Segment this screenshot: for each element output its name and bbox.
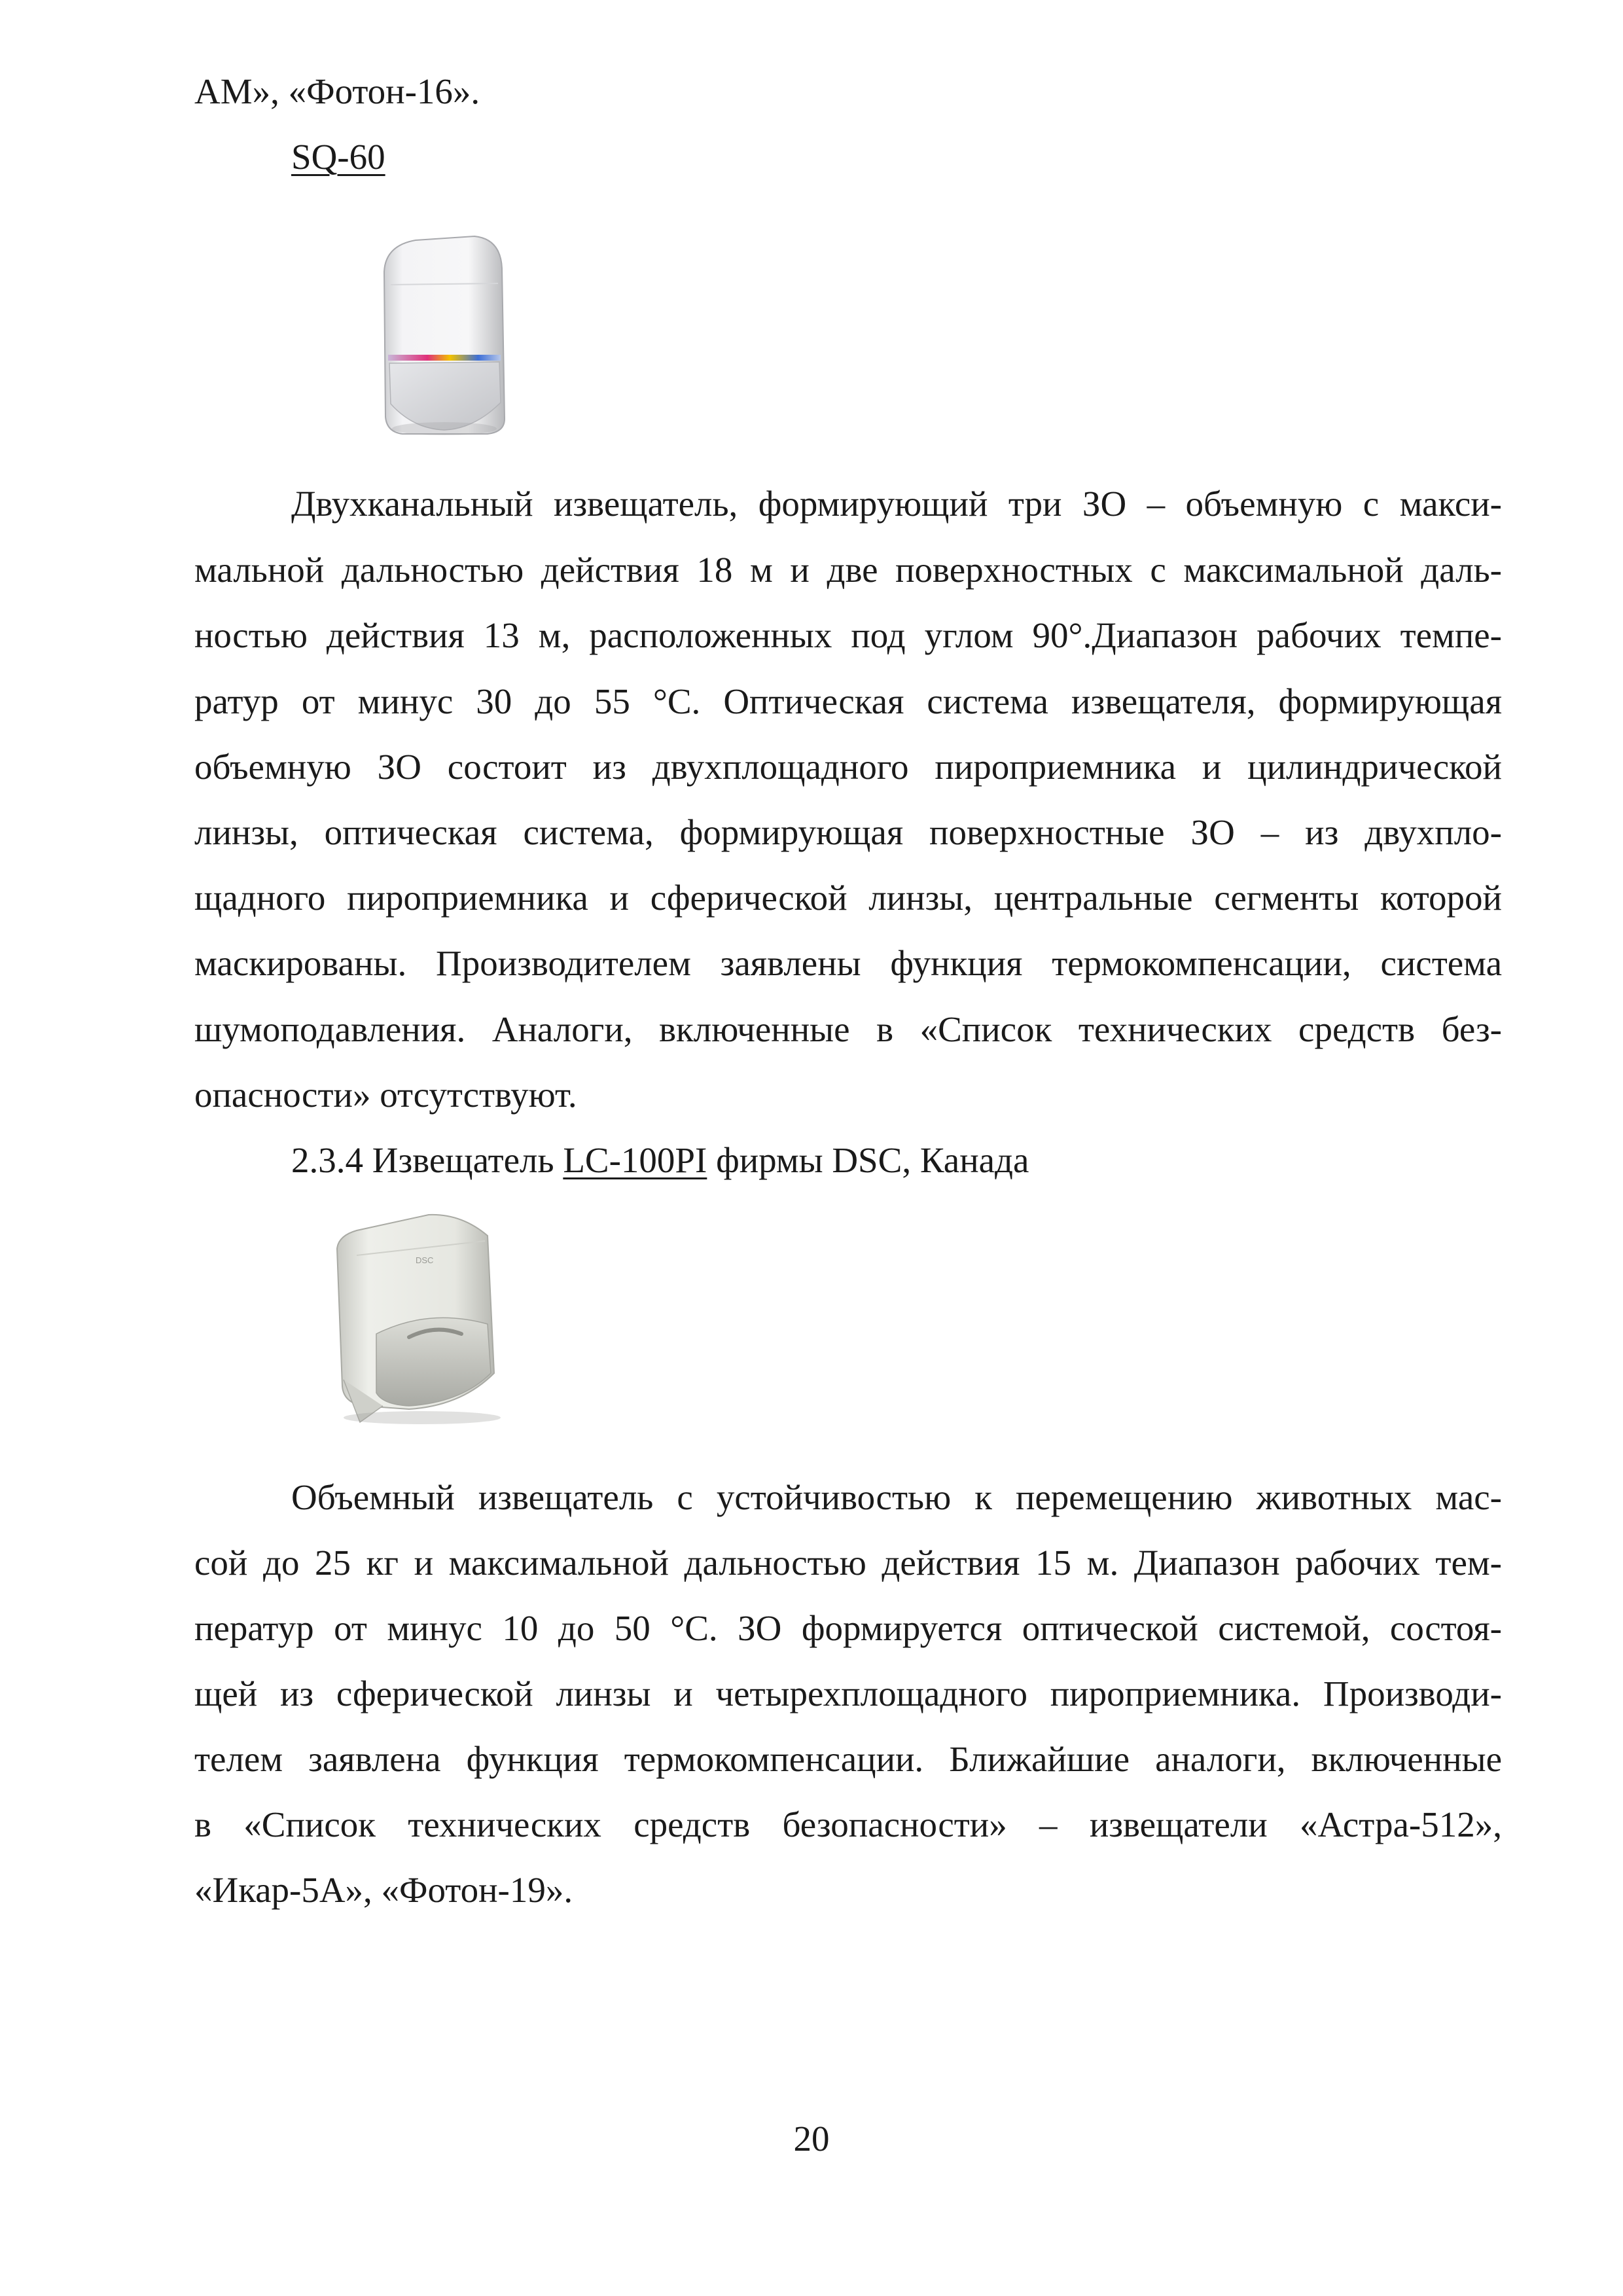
page-number: 20	[793, 2119, 830, 2159]
motion-detector-lc100pi-icon	[330, 1210, 517, 1429]
paragraph-line: маскированы. Производителем заявлены функция термокомпенсации, система	[194, 943, 1502, 983]
heading-prefix: 2.3.4 Извещатель	[291, 1140, 563, 1180]
paragraph-line: шумоподавления. Аналоги, включенные в «Список технических средств без-	[194, 1009, 1502, 1049]
section-heading-sq60	[291, 134, 1502, 180]
paragraph-line: Объемный извещатель с устойчивостью к перемещению животных мас-	[291, 1477, 1502, 1517]
paragraph-line: телем заявлена функция термокомпенсации. Ближайшие аналоги, включенные	[194, 1739, 1502, 1779]
model-name: LC-100PI	[563, 1140, 707, 1180]
paragraph-line: ператур от минус 10 до 50 °С. ЗО формируется оптической системой, состоя-	[194, 1608, 1502, 1648]
paragraph-line: объемную ЗО состоит из двухплощадного пироприемника и цилиндрической	[194, 747, 1502, 787]
paragraph-line: линзы, оптическая система, формирующая поверхностные ЗО – из двухпло-	[194, 812, 1502, 852]
paragraph-line: «Икар-5А», «Фотон-19».	[194, 1870, 573, 1910]
section-heading-lc100pi	[291, 1138, 1502, 1183]
paragraph-line: щадного пироприемника и сферической линзы, центральные сегменты которой	[194, 878, 1502, 918]
paragraph-line: щей из сферической линзы и четырехплощадного пироприемника. Производи-	[194, 1674, 1502, 1713]
paragraph-line: опасности» отсутствуют.	[194, 1075, 577, 1115]
heading-suffix: фирмы DSC, Канада	[707, 1140, 1029, 1180]
paragraph-line: сой до 25 кг и максимальной дальностью действия 15 м. Диапазон рабочих тем-	[194, 1543, 1502, 1583]
continuation-text: АМ», «Фотон-16».	[194, 71, 480, 111]
paragraph-line: Двухканальный извещатель, формирующий три ЗО – объемную с макси-	[291, 484, 1502, 524]
paragraph-line: в «Список технических средств безопасности» – извещатели «Астра-512»,	[194, 1804, 1502, 1844]
paragraph-line: мальной дальностью действия 18 м и две поверхностных с максимальной даль-	[194, 550, 1502, 590]
model-name: SQ-60	[291, 137, 385, 177]
motion-detector-sq60-icon	[376, 232, 510, 439]
paragraph-line: ратур от минус 30 до 55 °С. Оптическая система извещателя, формирующая	[194, 681, 1502, 721]
brand-logo: DSC	[416, 1255, 434, 1265]
paragraph-line: ностью действия 13 м, расположенных под углом 90°.Диапазон рабочих темпе-	[194, 615, 1502, 655]
